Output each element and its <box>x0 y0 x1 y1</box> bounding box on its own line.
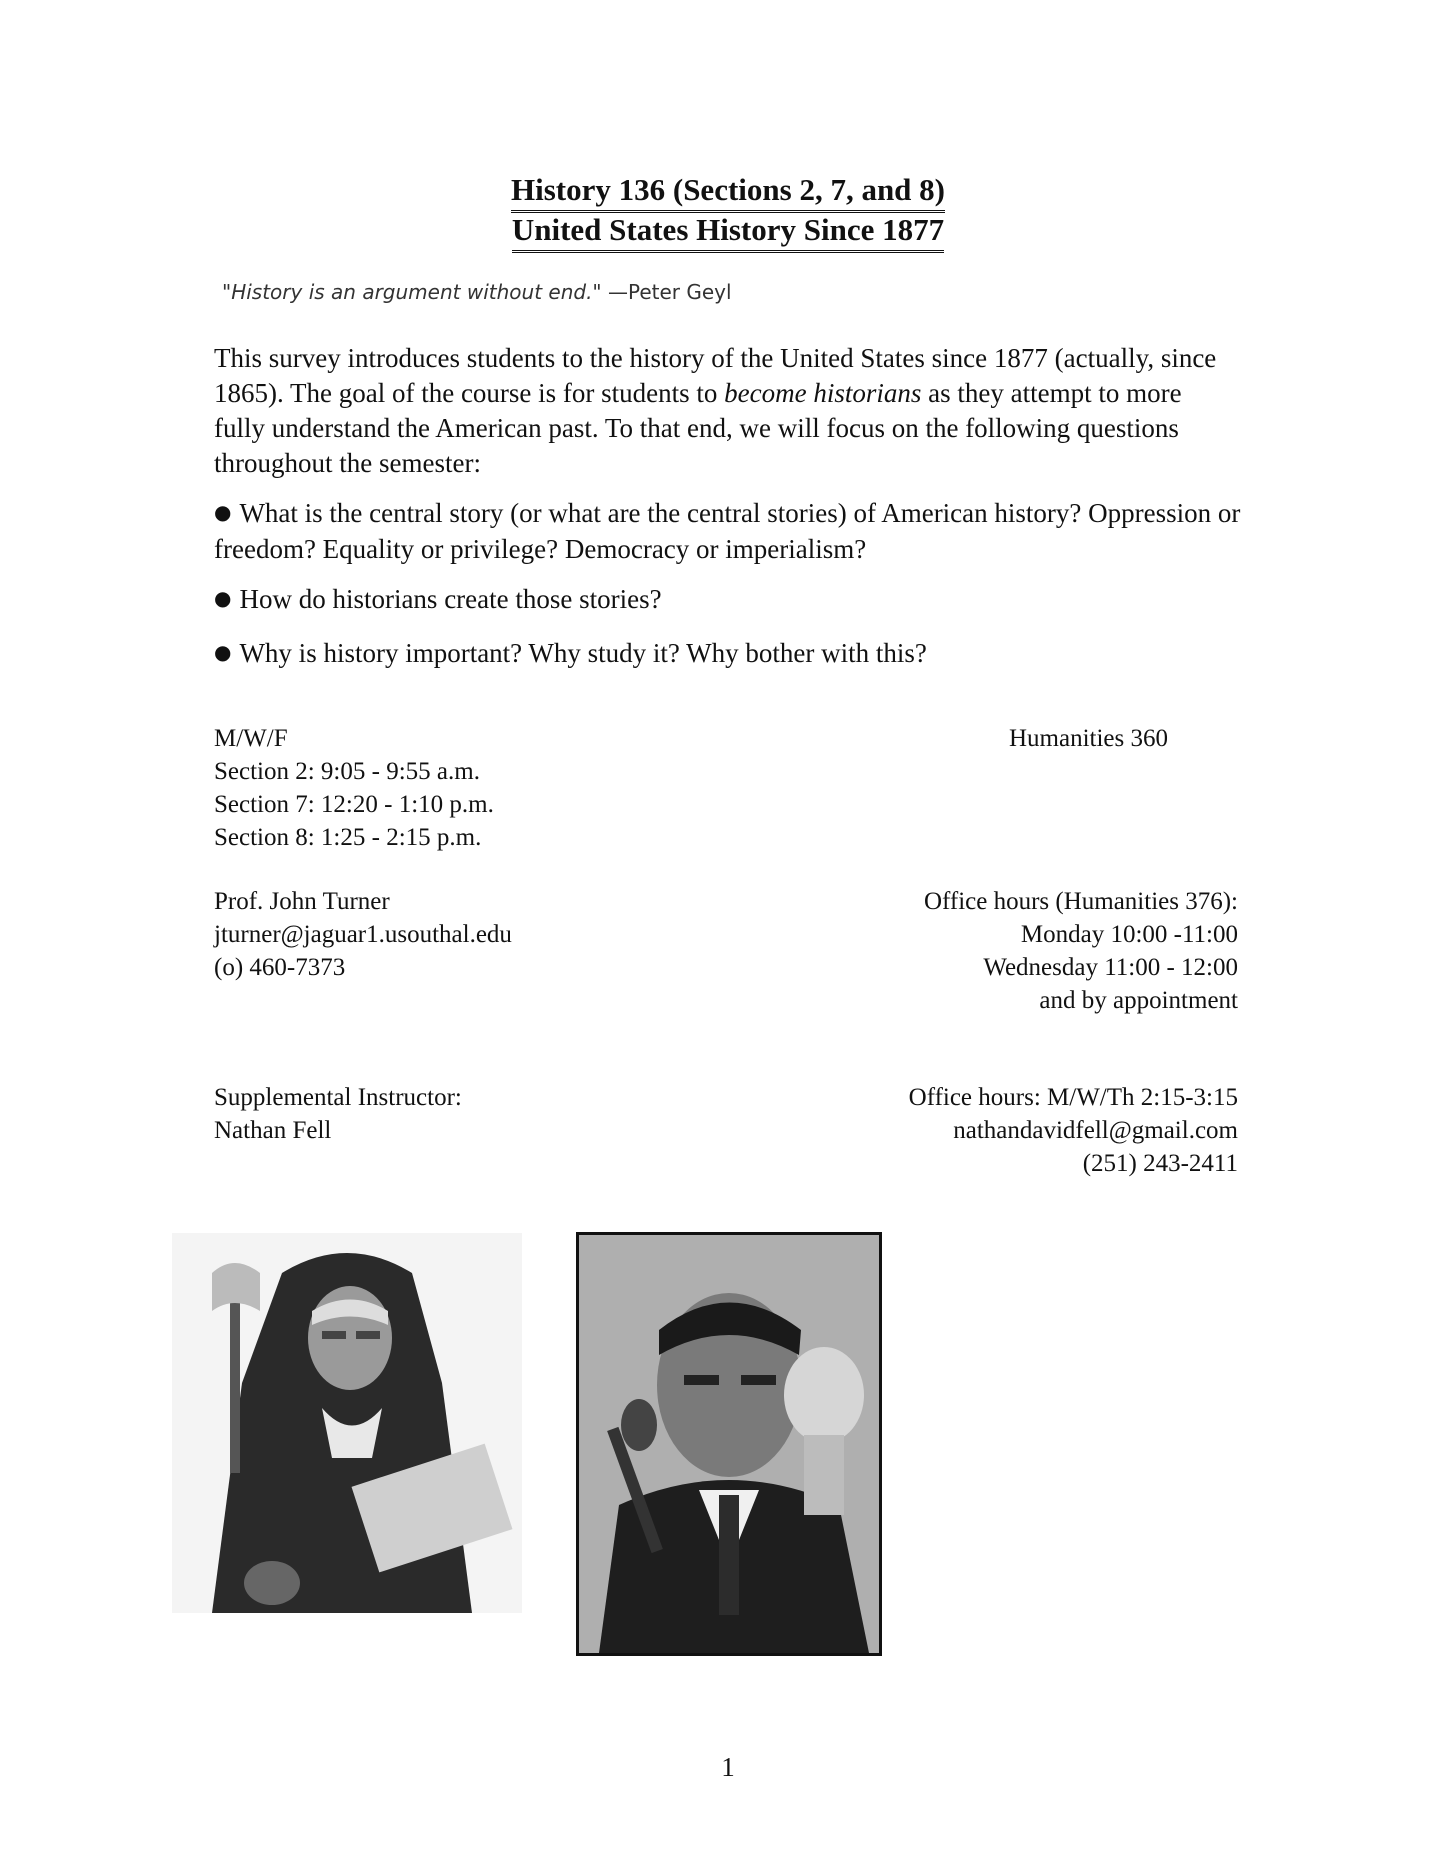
professor-office-hours <box>924 885 1238 1017</box>
professor-email[interactable]: jturner@jaguar1.usouthal.edu <box>214 921 512 948</box>
epigraph <box>222 280 732 304</box>
historical-photo-speaker-at-microphone <box>576 1232 882 1656</box>
supplemental-phone: (251) 243-2411 <box>1082 1150 1238 1177</box>
question-text: How do historians create those stories? <box>239 584 662 614</box>
section-time: Section 2: 9:05 - 9:55 a.m. <box>214 758 480 785</box>
meeting-days: M/W/F <box>214 725 288 752</box>
question-text: Why is history important? Why study it? Why bother with this? <box>239 638 927 668</box>
classroom: Humanities 360 <box>1008 725 1168 752</box>
historical-photo-woman-with-hatchet <box>172 1233 522 1613</box>
professor-contact <box>214 885 512 984</box>
office-hours-entry: Wednesday 11:00 - 12:00 <box>983 954 1238 981</box>
question-item <box>214 494 1254 567</box>
office-hours-entry: Monday 10:00 -11:00 <box>1020 921 1238 948</box>
supplemental-instructor <box>214 1081 462 1147</box>
intro-text-1: This survey introduces students to the history of the United States since 1877 (actually, since 1865). The goal of the course is for students to <box>214 343 1217 408</box>
schedule-block <box>214 722 494 854</box>
question-item <box>214 580 1254 617</box>
question-item <box>214 634 1254 671</box>
section-time: Section 8: 1:25 - 2:15 p.m. <box>214 824 482 851</box>
supplemental-email[interactable]: nathandavidfell@gmail.com <box>953 1117 1238 1144</box>
room-block <box>1009 722 1168 755</box>
course-title-block <box>0 170 1456 250</box>
supplemental-office-hours: Office hours: M/W/Th 2:15-3:15 <box>908 1084 1238 1111</box>
professor-phone: (o) 460-7373 <box>214 954 346 981</box>
supplemental-contact <box>909 1081 1238 1180</box>
epigraph-quote: "History is an argument without end." <box>222 280 602 304</box>
office-hours-entry: and by appointment <box>1039 987 1238 1014</box>
course-subtitle: United States History Since 1877 <box>512 210 944 253</box>
question-text: What is the central story (or what are the central stories) of American history? Oppression or freedom? Equality or privilege? Democracy or imperialism? <box>214 498 1241 564</box>
course-title: History 136 (Sections 2, 7, and 8) <box>511 170 945 213</box>
office-hours-label: Office hours (Humanities 376): <box>923 888 1238 915</box>
intro-text-2: as they attempt to more fully understand the American past. To that end, we will focus on the following questions throughout the semester: <box>214 378 1182 478</box>
professor-name: Prof. John Turner <box>214 888 390 915</box>
bullet-icon: ● <box>214 500 232 524</box>
intro-paragraph <box>214 341 1234 481</box>
supplemental-name: Nathan Fell <box>214 1117 332 1144</box>
bullet-icon: ● <box>214 640 232 664</box>
section-time: Section 7: 12:20 - 1:10 p.m. <box>214 791 494 818</box>
supplemental-label: Supplemental Instructor: <box>214 1084 462 1111</box>
page-number: 1 <box>721 1752 735 1782</box>
bullet-icon: ● <box>214 586 232 610</box>
intro-emphasis: become historians <box>724 378 922 408</box>
epigraph-attribution: —Peter Geyl <box>601 280 732 304</box>
